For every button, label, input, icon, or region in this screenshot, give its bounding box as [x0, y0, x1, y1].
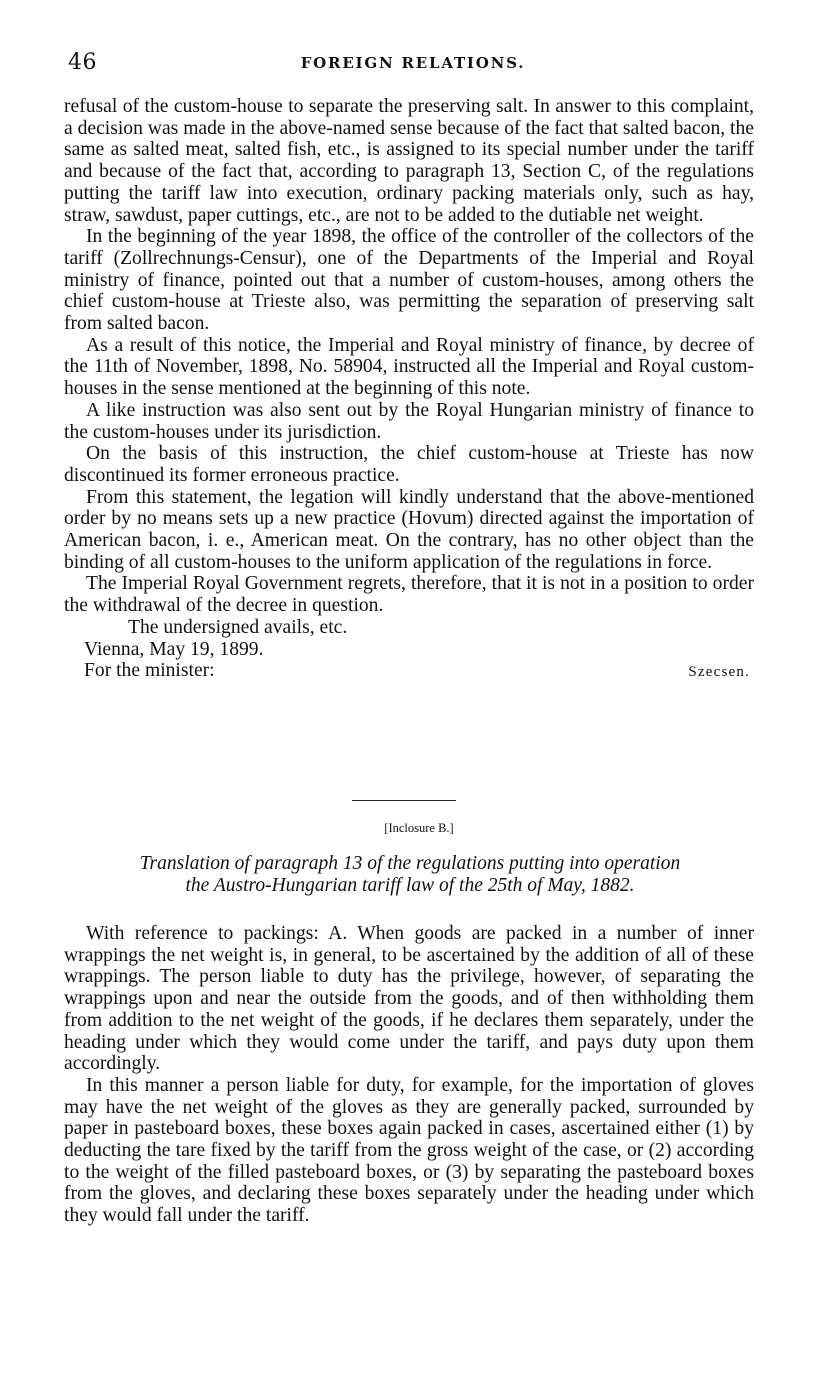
- inclosure-title-line: the Austro-Hungarian tariff law of the 25th of May, 1882.: [185, 875, 635, 896]
- for-minister-label: For the minister:: [84, 660, 215, 682]
- signatory-name: Szecsen.: [688, 664, 750, 681]
- paragraph: As a result of this notice, the Imperial and Royal ministry of finance, by decree of the 11th of November, 1898, No. 58904, instructed all the Imperial and Royal custom-houses in the sense mentioned at the beginning of this note.: [64, 334, 754, 400]
- place-date: Vienna, May 19, 1899.: [84, 638, 264, 660]
- paragraph: In the beginning of the year 1898, the office of the controller of the collectors of the tariff (Zollrechnungs-Censur), one of the Departments of the Imperial and Royal ministry of finance, pointed out that a number of custom-houses, among others the chief custom-house at Trieste also, was permitting the separation of preserving salt from salted bacon.: [64, 226, 754, 335]
- section-divider: [352, 800, 456, 801]
- page-number: 46: [68, 50, 97, 75]
- paragraph: On the basis of this instruction, the chief custom-house at Trieste has now discontinued its former erroneous practice.: [64, 443, 754, 486]
- paragraph-continued: refusal of the custom-house to separate the preserving salt. In answer to this complaint, a decision was made in the above-named sense because of the fact that salted bacon, the same as salted meat, salted fish, etc., is assigned to its special number under the tariff and because of the fact that, according to paragraph 13, Section C, of the regulations putting the tariff law into execution, ordinary packing materials only, such as hay, straw, sawdust, paper cuttings, etc., are not to be added to the dutiable net weight.: [64, 96, 754, 226]
- signoff-row: [64, 660, 754, 682]
- paragraph: From this statement, the legation will kindly understand that the above-mentioned order by no means sets up a new practice (Hovum) directed against the importation of American bacon, i. e., American meat. On the contrary, has no other object than the binding of all custom-houses to the uniform application of the regulations in force.: [64, 486, 754, 573]
- inclosure-text: [64, 923, 754, 1227]
- inclosure-title: [60, 853, 760, 897]
- paragraph: In this manner a person liable for duty, for example, for the importation of gloves may have the net weight of the gloves as they are generally packed, surrounded by paper in pasteboard boxes, these boxes again packed in cases, ascertained either (1) by deducting the tare fixed by the tariff from the gross weight of the case, or (2) according to the weight of the filled pasteboard boxes, or (3) by separating the pasteboard boxes from the gloves, and declaring these boxes separately under the heading under which they would fall under the tariff.: [64, 1074, 754, 1227]
- inclosure-label: [Inclosure B.]: [384, 821, 454, 835]
- page-header: [68, 50, 758, 76]
- inclosure-title-line: Translation of paragraph 13 of the regulations putting into operation: [139, 853, 681, 874]
- main-text: [64, 96, 754, 682]
- closing-formula: The undersigned avails, etc.: [128, 616, 348, 638]
- paragraph: The Imperial Royal Government regrets, therefore, that it is not in a position to order the withdrawal of the decree in question.: [64, 573, 754, 617]
- running-head: FOREIGN RELATIONS.: [300, 54, 526, 72]
- paragraph: A like instruction was also sent out by the Royal Hungarian ministry of finance to the custom-houses under its jurisdiction.: [64, 399, 754, 443]
- paragraph: With reference to packings: A. When goods are packed in a number of inner wrappings the net weight is, in general, to be ascertained by the addition of all of these wrappings. The person liable to duty has the privilege, however, of separating the wrappings upon and near the outside from the goods, and of then withholding them from addition to the net weight of the goods, if he declares them separately, under the heading under which they would come under the tariff, and pays duty upon them accordingly.: [64, 923, 754, 1075]
